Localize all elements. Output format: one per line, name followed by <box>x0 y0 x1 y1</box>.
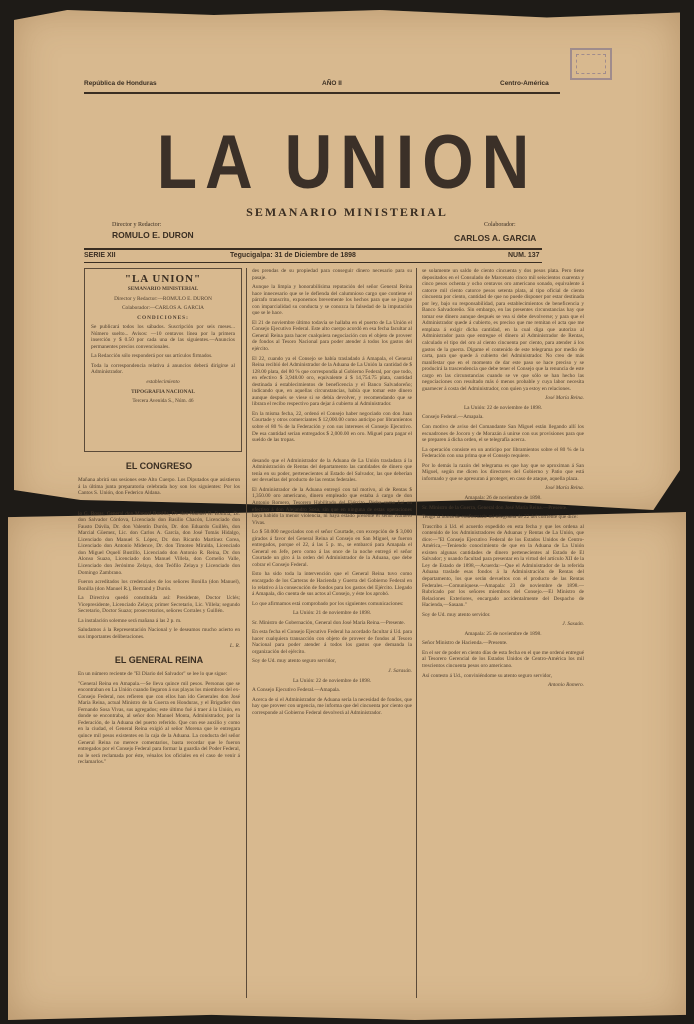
congreso-signature: L. R. <box>229 643 240 650</box>
col3-paragraph-8: Sr. Ministro de la Guerra, General don José María Reina.—Presente. <box>422 504 568 511</box>
col3-dateline-3: Amapala: 25 de noviembre de 1898. <box>464 630 542 637</box>
reina-paragraph-2: "General Reina en Amapala.—Se lleva quince mil pesos. Personas que se encontraban en La Unión cuando llegaron á sus playas los miembros del ex-Consejo Federal, nos refieren que con ellos han ido Generales don José María Reina, actual Ministro de la Guerra en Honduras, y el Brigadier don Fernando Sosa Vivas, sus agregados; este último fué á traer á la Unión, en donde se encontraba, al señor don Manuel Monta, Administrador, por la Federación, de la Aduana del puerto referido. Que con ese auxilio y como en la ciudad, el General Reina exigió al señor Morena que le entregara quince mil pesos existentes en la caja de la Aduana. La conducta del señor General Reina no merece comentarios, basta recordar que le fueron entregados por el Consejo Federal para formar la guardia del Poder Federal, no le será reclamada por éste, vénalos los oficiales en el caso de venir á reclamarlos." <box>78 680 240 766</box>
box-note-2: Toda la correspondencia relativa á anuncios deberá dirigirse al Administrador. <box>91 362 235 376</box>
masthead-top-rule <box>84 92 560 94</box>
box-printer-label: establecimiento <box>146 379 180 386</box>
col2-dateline-2: La Unión: 22 de noviembre de 1898. <box>292 677 372 684</box>
col3-paragraph-1: se solamente un saldo de ciento cincuenta y dos pesos plata. Pero tiene depositados en el Consulado de Marcenato cinco mil seiscientos cuarenta y cinco pesos ochenta y ocho centavos oro americano sonado, equivalente á catorce mil ciento catorce pesos setenta plata, al tipo oficial de ciento cincuenta por ciento, cantidad de que no puede disponer por estar destinada por ley, bajo su responsabilidad, para establecimientos de beneficencia y Banco Salvadoreño. Sin embargo, en las presentes circunstancias hay que tomar ese dinero aunque después se vea si debe devolverse; y para que el Administrador quede á cubierto, es preciso que me remitan el acta que me emplaza á exigir dicha cantidad, en la cual diga que autorizo al Administrador para que entregue el dinero al Administrador de Rentas, calculado el tipo del oro al ciento cincuenta por ciento, para atender á los gastos de la guerra. Dígame el contenido de este telegrama por medio de carta, para que quede á cubierto del Administrador. No creo de más manifestar que en el momento de dar este paso se hace preciso y se producirá la trascendencia que debe tener el Consejo que la renuncia de este cargo en las circunstancias cuando se ve que sólo se han hecho las negociaciones con resultado más ó menos probable y cuya labor necesita guarnecer á costa del Administrador, con quien ya estoy en relaciones. <box>422 268 584 392</box>
box-director: Director y Redactor:—ROMULO E. DURON <box>114 295 212 302</box>
col2-paragraph-2: Aunque la limpia y honorabilísima reputación del señor General Reina hace innecesario que se le defienda del calumnioso cargo que contiene el párrafo transcrito, exponemos brevemente los hechos para que se juzgue con imparcialidad su conducta y se conozca la falsedad de la imputación que se le hace. <box>252 284 412 317</box>
col2-paragraph-6: desando que el Administrador de la Aduana de La Unión trasladara á la Administración de Rentas del departamento las cantidades de dinero que tenía en su poder, pertenecientes al Estado del Salvador, las que deberían ser devueltas del producto de las rentas federales. <box>252 457 412 484</box>
col2-paragraph-1: des prendas de su propiedad para conseguir dinero necesario para su pasaje. <box>252 268 412 281</box>
newspaper-title: LA UNION <box>156 119 538 205</box>
box-printer: TIPOGRAFIA NACIONAL <box>131 388 195 395</box>
congreso-paragraph-6: Saludamos á la Representación Nacional y le deseamos mucho acierto en sus importantes deliberaciones. <box>78 627 240 640</box>
column-divider-1 <box>246 268 247 998</box>
subscription-box <box>84 268 242 452</box>
col2-paragraph-7: El Administrador de la Aduana entregó con tal motivo, al de Rentas $ 1,350.00 oro americano, dinero empleado que estaba á cargo de don Antonio Romero, Tesorero Habilitado del Ejército. Dicha suma fué en efectivo á don Alejandro Sosa, sin que en ninguna de estas operaciones haya habido la menor violencia, ni haya estado presente el señor Romero Vivas. <box>252 486 412 526</box>
congreso-paragraph-1: Mañana abrirá sus sesiones este Alto Cuerpo. Los Diputados que asistieron á la última junta preparatoria celebrada hoy son los siguientes: Por los Cantos S. Unión, don Federico Aldana. <box>78 477 240 497</box>
info-bar-bottom-rule <box>84 262 542 263</box>
col2-paragraph-10: Lo que afirmamos está comprobado por los siguientes comunicaciones: <box>252 600 404 607</box>
congreso-paragraph-4: La Directiva quedó constituída así: Presidente, Doctor Uclés; Vicepresidente, Licenciado Zelaya; primer Secretario, Lic. Villela; segundo Secretario, Doctor Suazo; prosecretarios, señores Corrales y Guillén. <box>78 595 240 615</box>
col2-paragraph-9: Esto ha sido toda la intervención que el General Reina tuvo como encargado de los Carteras de Hacienda y Guerra del Gobierno Federal en lo relativo á la consecución de fondos para los gastos del Ejército. Llegado á Amapala, dio cuenta de sus actos al Consejo, y éste los aprobó. <box>252 571 412 598</box>
congreso-heading: EL CONGRESO <box>125 461 193 471</box>
column-2 <box>252 268 412 1004</box>
col2-paragraph-14: Soy de Ud. muy atento seguro servidor, <box>252 658 336 665</box>
col3-paragraph-13: Señor Ministro de Hacienda.—Presente. <box>422 640 508 647</box>
column-divider-2 <box>416 268 417 998</box>
box-conditions-text: Se publicará todos los sábados. Suscripción por seis meses... Número suelto... Avisos: —10 centavos línea por la primera inserción y $ 0.50 por cada una de las siguientes.—Anuncios permanentes precios convencionales. <box>91 324 235 350</box>
col3-paragraph-6: Por lo demás la razón del telegrama es que hay que se aproximan á San Miguel, según me dicen los directores del Gobierno y Patio que está informado y que se apresuran á proteger, en caso de ataque, aquella plaza. <box>422 462 584 482</box>
col3-paragraph-15: Así contesto á Ud., conviniéndome su atento seguro servidor, <box>422 672 552 679</box>
col2-paragraph-8: Lo $ 50.000 negociados con el señor Courtade, con excepción de $ 3,000 girados á favor del General Reina al Consejo en San Miguel, se fueron entregados, porque el 22, á las 5 p. m., se embarcó para Amapala el General en Jefe, pero como á las once de la noche entregó el señor Courtade un giro á la orden del Administrador de la Aduana, que debe cobrar el Consejo Federal. <box>252 529 412 568</box>
col2-paragraph-16: A Consejo Ejecutivo Federal.—Amapala. <box>252 687 341 694</box>
box-subtitle: SEMANARIO MINISTERIAL <box>127 286 199 292</box>
col3-dateline-2: Amapala: 26 de noviembre de 1898. <box>464 494 542 501</box>
col2-paragraph-12: Sr. Ministro de Gobernación, General don José María Reina.—Presente. <box>252 619 405 626</box>
info-bar-top-rule <box>84 248 542 250</box>
congreso-paragraph-5: La instalación solemne será mañana á las 2 p. m. <box>78 617 182 624</box>
issue-date: Tegucigalpa: 31 de Diciembre de 1898 <box>230 252 356 259</box>
col3-paragraph-11: Soy de Ud. muy atento servidor. <box>422 611 491 618</box>
col3-signature-4: Antonio Romero. <box>548 682 584 689</box>
box-printer-address: Tercera Avenida S., Núm. 46 <box>132 398 194 405</box>
box-collaborator: Colaborador:—CARLOS A. GARCIA <box>122 305 204 312</box>
series-label: SERIE XII <box>84 252 116 259</box>
year-label: AÑO II <box>322 80 342 87</box>
region-label: Centro-América <box>500 80 549 87</box>
collaborator-name: CARLOS A. GARCIA <box>454 233 537 243</box>
col3-paragraph-14: En el ser de poder en ciento días de esta fecha en el que me ordenó entregué al Tesorero Gerencial de los Estados Unidos de Centro-América los mil trescientos cincuenta pesos oro americano. <box>422 649 584 669</box>
col2-paragraph-3: El 21 de noviembre último todavía se hallaba en el puerto de La Unión el Consejo Ejecutivo Federal. Este alto cuerpo acordó en esa fecha facultar al General Reina para hacer cualquiera negociación con el objeto de proveer de fondos al Tesoro Nacional para poder atender á todos los gastos del ejército. <box>252 319 412 353</box>
column-1-lower <box>78 456 240 1004</box>
col3-paragraph-10: Trascribo á Ud. el acuerdo expedido en esta fecha y que les ordena al contenido de los Administradores de Aduanas y Rentas de La Unión, que dice:—"El Consejo Ejecutivo Federal de los Estados Unidos de Centro-América,—Teniendo conocimiento de que en la Aduana de La Unión existen algunas cantidades de dinero pertenecientes al Estado de El Salvador; y usando facultad para presentar en la virtud del artículo XII de la Ley de Estado de 1898,—Acuerda:—Que el Administrador de la referida Aduana traslade esas fondos á la Administración de Rentas del departamento, los que serán devueltos con el producto de las Rentas Federales.—Comuníquese.—Amapala: 23 de noviembre de 1898.—Rubricado por los señores miembros del Consejo.—El Ministro de Relaciones Exteriores, encargado accidentalmente del Despacho de Hacienda,—Sasaan." <box>422 523 584 609</box>
congreso-paragraph-3: Fueron acreditados los credenciales de los señores Bonilla (don Manuel), Bonilla (don Manuel R.), Bertrand y Durón. <box>78 579 240 592</box>
director-name: ROMULO E. DURON <box>112 230 194 240</box>
country-label: República de Honduras <box>84 80 157 87</box>
congreso-paragraph-2: lo G. Rosas, General don Manuel Bonilla, Dr. don Manuel R. Bonilla, Dr. don Salvador Córdova, Licenciado don Basilio Chacón, Licenciado don Fausto Dávila, Dr. don Valentín Durón, Dr. don Eduardo Guillén, don Marcial Güemez, Lic. don Carlos A. García, don José Tomás Hidalgo, Licenciado don Manuel S. López, Dr. don Ricardo Martínez Corea, Licenciado don Antonio Midence, Dr. don Timoteo Miralda, Licenciado don Miguel Oquelí Bustillo, Licenciado don Antonio R. Reina, Dr. don Alonso Suazo, Licenciado don Manuel Villela, don Cornelio Valle, Licenciado don Jerónimo Zelaya, don Teófilo Zelaya y Licenciado don Domingo Zambrano. <box>78 510 240 576</box>
collaborator-label: Colaborador: <box>484 222 516 228</box>
box-title: "LA UNION" <box>124 273 202 285</box>
reina-heading: EL GENERAL REINA <box>114 655 204 666</box>
col3-paragraph-9: Tengo la honra de conformarle mi telegrama de 22 del corriente que dice: <box>422 514 578 521</box>
col2-paragraph-5: En la misma fecha, 22, ordenó el Consejo haber negociado con don Juan Courtade y otros comerciantes $ 12,000.00 como anticipo por libramientos sobre el 80 % de la Federación y con sus intereses el Consejo Ejecutivo. De esa cantidad serían entregados $ 2,000.00 en oro. Miguel para pagar el sueldo de las tropas. <box>252 410 412 444</box>
box-note-1: La Redacción sólo responderá por sus artículos firmados. <box>91 353 213 360</box>
reina-paragraph-1: En un número reciente de "El Diario del Salvador" se lee lo que sigue: <box>78 671 228 678</box>
col2-signature-1: J. Sarasán. <box>388 667 412 674</box>
col2-paragraph-13: En esta fecha el Consejo Ejecutivo Federal ha acordado facultar á Ud. para hacer cualquiera transacción con objeto de proveer de fondos al Tesoro Nacional para poder atender á todos los gastos que demanda la organización del ejército. <box>252 629 412 655</box>
box-conditions-title: CONDICIONES: <box>137 314 189 321</box>
col2-paragraph-17: Acerca de si el Administrador de Aduana sería la necesidad de fondos, que hay que proveer con urgencia, me informa que del cincuenta por ciento que corresponde al Gobierno Federal devolverá al Administrador. <box>252 696 412 716</box>
col3-signature-3: J. Sasaán. <box>562 621 584 628</box>
column-3 <box>422 268 584 1004</box>
col3-paragraph-4: Con motivo de aviso del Comandante San Miguel están llegando allí los escuadrones de Jocoro y de Morazán á unirse con sus provisiones para que se preparen á dicha orden, el se telegrafía acerca. <box>422 424 584 444</box>
col2-paragraph-4: El 22, cuando ya el Consejo se había trasladado á Amapala, el General Reina recibió del Administrador de la Aduana de La Unión la cantidad de $ 128.00 plata, del 80 % que correspondía al Gobierno Federal, por que todo, en efectivo $ 3,948.00 oro, equivalente á $ 14,754.75 plata, cantidad destinada á establecimientos de beneficencia y el Banco Salvadoreño; indicando que, en aquellas circunstancias, había que tomar este dinero aunque después se viese si se debía devolver, y recomendando que se librara el recibo respectivo para dejar á cubierto al Administrador. <box>252 355 412 408</box>
col3-signature-1: José María Reina. <box>545 395 584 402</box>
col3-dateline-1: La Unión: 22 de noviembre de 1898. <box>463 404 543 411</box>
newspaper-subtitle: SEMANARIO MINISTERIAL <box>246 205 448 219</box>
col3-signature-2: José María Reina. <box>545 485 584 492</box>
col3-paragraph-3: Consejo Federal.—Amapala. <box>422 414 484 421</box>
library-stamp <box>570 48 612 80</box>
director-label: Director y Redactor: <box>112 222 162 228</box>
col2-dateline-1: La Unión: 21 de noviembre de 1898. <box>292 610 372 617</box>
issue-number: NUM. 137 <box>508 252 540 259</box>
col3-paragraph-5: La operación consiste en un anticipo por libramientos sobre el 80 % de la Federación con una prima que el Consejo requiere. <box>422 446 584 460</box>
